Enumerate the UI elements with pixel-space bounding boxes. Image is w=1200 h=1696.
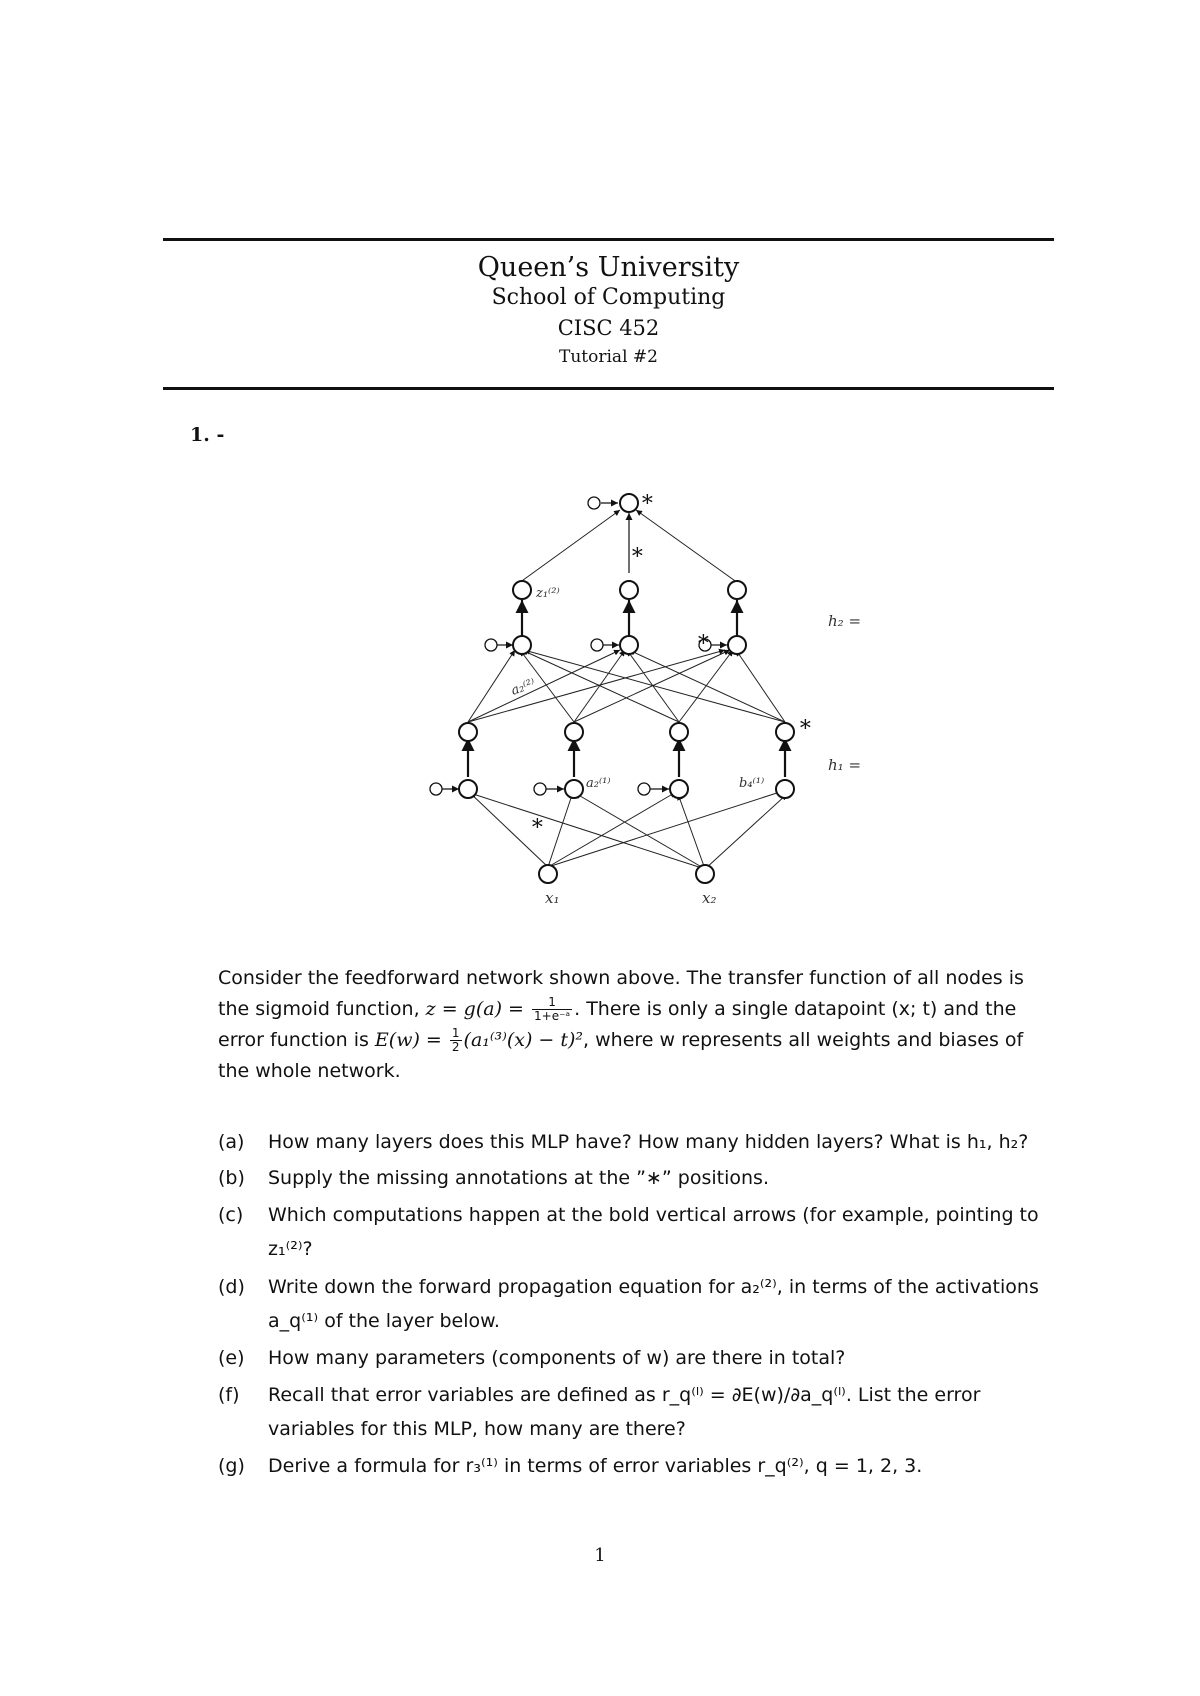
subquestion-text: Which computations happen at the bold vertical arrows (for example, pointing to z₁⁽²⁾? [268, 1204, 1039, 1260]
star-h2-bias: ∗ [696, 627, 711, 652]
error-fraction [450, 1027, 462, 1054]
subquestion-d [218, 1270, 1058, 1338]
intro-text-1: Consider the feedforward network shown above. The transfer function of all nodes is the sigmoid function, [218, 967, 1024, 1020]
subquestion-g [218, 1450, 1058, 1482]
label-x2: x₂ [702, 889, 717, 907]
subquestion-label: (f) [218, 1384, 240, 1406]
error-function-formula: E(w) = [374, 1029, 442, 1051]
label-x1: x₁ [545, 889, 560, 907]
question-number: 1. - [190, 424, 225, 446]
label-h2: h₂ = [828, 612, 862, 630]
subquestion-label: (b) [218, 1167, 245, 1189]
subquestion-c [218, 1198, 1058, 1266]
label-z12: z₁⁽²⁾ [536, 586, 560, 601]
subquestion-e [218, 1342, 1058, 1374]
subquestion-label: (c) [218, 1204, 244, 1226]
subquestion-label: (a) [218, 1131, 245, 1153]
tutorial-number: Tutorial #2 [559, 347, 658, 367]
label-a21: a₂⁽¹⁾ [586, 776, 611, 791]
subquestion-list [218, 1126, 1058, 1486]
subquestion-text: Supply the missing annotations at the ”∗” positions. [268, 1167, 769, 1189]
error-numerator: 1 [451, 1026, 460, 1040]
subquestion-text: Recall that error variables are defined as r_q⁽ˡ⁾ = ∂E(w)/∂a_q⁽ˡ⁾. List the error variables for this MLP, how many are there? [268, 1384, 981, 1440]
subquestion-text: How many parameters (components of w) are there in total? [268, 1347, 846, 1369]
subquestion-text: Derive a formula for r₃⁽¹⁾ in terms of error variables r_q⁽²⁾, q = 1, 2, 3. [268, 1455, 923, 1477]
error-denominator: 2 [451, 1040, 460, 1054]
university-title: Queen’s University [477, 252, 740, 283]
subquestion-f [218, 1378, 1058, 1446]
sigmoid-denominator: 1+e⁻ᵃ [534, 1009, 571, 1023]
problem-description [218, 963, 1058, 1087]
sigmoid-fraction [532, 996, 572, 1023]
subquestion-text: How many layers does this MLP have? How many hidden layers? What is h₁, h₂? [268, 1131, 1029, 1153]
subquestion-label: (g) [218, 1455, 245, 1477]
error-expression: (a₁⁽³⁾(x) − t)² [463, 1029, 584, 1051]
star-output: ∗ [640, 487, 655, 512]
star-input-weight: ∗ [530, 811, 545, 836]
label-b41: b₄⁽¹⁾ [739, 776, 765, 791]
label-h1: h₁ = [828, 756, 862, 774]
subquestion-text: Write down the forward propagation equation for a₂⁽²⁾, in terms of the activations a_q⁽¹⁾ of the layer below. [268, 1276, 1039, 1332]
subquestion-label: (d) [218, 1276, 245, 1298]
nodes [430, 494, 794, 883]
sigmoid-numerator: 1 [532, 996, 572, 1010]
sigmoid-formula: z = g(a) = [425, 998, 524, 1020]
subquestion-a [218, 1126, 1058, 1158]
intro-text-2: . There is only a single datapoint (x; t) and the error function is [218, 998, 1017, 1051]
course-code: CISC 452 [557, 316, 660, 340]
school-name: School of Computing [491, 285, 726, 310]
intro-text-3: , where w represents all weights and biases of the whole network. [218, 1029, 1024, 1082]
star-output-arrow: ∗ [630, 540, 645, 565]
subquestion-label: (e) [218, 1347, 245, 1369]
label-a22: a₂⁽²⁾ [509, 676, 538, 699]
star-h1-node: ∗ [798, 712, 813, 737]
subquestion-b [218, 1162, 1058, 1194]
page-number: 1 [594, 1545, 606, 1566]
